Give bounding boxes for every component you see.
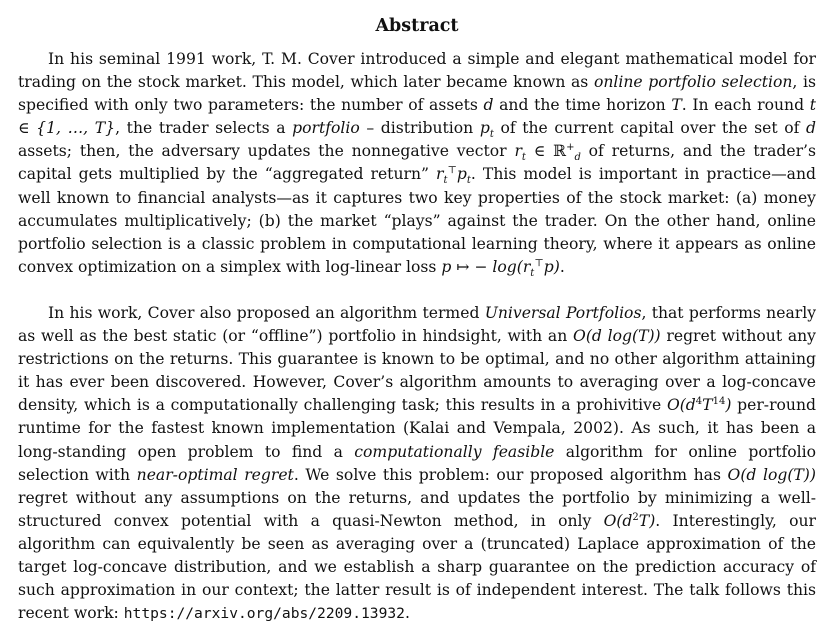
emphasis-portfolio: portfolio <box>292 119 360 138</box>
math-p: p <box>479 119 490 138</box>
text-run: , is specified with only two parameters: the number of assets <box>18 73 817 115</box>
math-d: d <box>483 96 494 115</box>
text-run: In his seminal 1991 work, T. M. Cover introduced a simple and elegant mathematical model for trading on the stock market. This model, which later became known as <box>18 50 816 92</box>
math-d: d <box>806 119 816 138</box>
math-T: T <box>702 396 713 415</box>
text-run: of returns, and the trader’s capital gets multiplied by the “aggregated return” <box>18 142 816 184</box>
math-in-reals: ∈ ℝ <box>525 142 567 161</box>
abstract-heading: Abstract <box>375 16 459 36</box>
emphasis-computationally-feasible: computationally feasible <box>354 442 555 461</box>
text-run: – distribution <box>359 119 480 138</box>
text-run: , the trader selects a <box>115 119 293 138</box>
math-subscript-d: d <box>574 152 581 164</box>
text-run: algorithm for online portfolio selection with <box>18 442 816 484</box>
arxiv-link[interactable]: https://arxiv.org/abs/2209.13932 <box>123 605 405 623</box>
text-run: . <box>404 604 410 623</box>
math-subscript-t: t <box>521 152 526 164</box>
math-transpose: ⊤ <box>534 257 544 269</box>
abstract-paragraph-1 <box>18 48 816 279</box>
text-run: regret without any restrictions on the returns. This guarantee is known to be optimal, and no other algorithm attaining it has ever been discovered. However, Cover’s algorithm amounts to averaging over a log-concave density, which is a computationally challenging task; this results in a prohivitive <box>18 327 816 415</box>
text-run: regret without any assumptions on the returns, and updates the portfolio by minimizing a well-structured convex potential with a quasi-Newton method, in only <box>18 488 816 530</box>
emphasis-near-optimal-regret: near-optimal regret <box>136 465 294 484</box>
text-run: and the time horizon <box>493 96 672 115</box>
math-subscript-t: t <box>530 267 535 279</box>
emphasis-online-portfolio-selection: online portfolio selection <box>593 73 793 92</box>
math-superscript: 4 <box>695 396 703 408</box>
text-run: . Interestingly, our algorithm can equivalently be seen as averaging over a (truncated) Laplace approximation of the target log-concave distribution, and we establish a sharp guarantee on the prediction accuracy of such approximation in our context; the latter result is of independent interest. The talk follows this recent work: <box>18 511 816 623</box>
text-run: assets; then, the adversary updates the nonnegative vector <box>18 142 515 161</box>
abstract-paragraph-2 <box>18 302 816 625</box>
text-run: . This model is important in practice—and well known to financial analysts—as it captures two key properties of the stock market: (a) money accumulates multiplicatively; (b) the market “plays” against the trader. On the other hand, online portfolio selection is a classic problem in computational learning theory, where it appears as online convex optimization on a simplex with log-linear loss <box>18 165 816 276</box>
math-r: r <box>436 165 444 184</box>
math-paren: ) <box>725 396 732 415</box>
math-subscript-t: t <box>489 129 494 141</box>
text-run: . In each round <box>681 96 810 115</box>
text-run: per-round runtime for the fastest known implementation (Kalai and Vempala, 2002). As such, it has been a long-standing open problem to find a <box>18 396 816 461</box>
math-regret-bound: O(d log(T)) <box>727 465 816 484</box>
math-superscript-plus: + <box>566 142 575 154</box>
math-transpose: ⊤ <box>447 165 457 177</box>
text-run: . We solve this problem: our proposed algorithm has <box>293 465 728 484</box>
math-loss-end: p) <box>543 257 560 276</box>
emphasis-universal-portfolios: Universal Portfolios <box>484 303 642 322</box>
math-T: T <box>671 96 682 115</box>
math-runtime: O(d <box>666 396 696 415</box>
math-T-paren: T) <box>638 511 656 530</box>
math-r: r <box>514 142 522 161</box>
text-run: of the current capital over the set of <box>493 119 806 138</box>
math-superscript: 14 <box>712 396 726 408</box>
text-run: In his work, Cover also proposed an algorithm termed <box>48 303 485 322</box>
math-p: p <box>456 165 467 184</box>
math-regret-bound: O(d log(T)) <box>573 327 661 346</box>
text-run: , that performs nearly as well as the best static (or “offline”) portfolio in hindsight, with an <box>18 303 817 346</box>
math-superscript: 2 <box>632 511 639 523</box>
math-round-set: t ∈ {1, …, T} <box>18 96 816 138</box>
text-run: . <box>559 257 565 276</box>
math-runtime: O(d <box>603 511 633 530</box>
math-subscript-t: t <box>443 175 448 187</box>
math-loss: p ↦ − log(r <box>441 257 531 276</box>
math-subscript-t: t <box>466 175 471 187</box>
